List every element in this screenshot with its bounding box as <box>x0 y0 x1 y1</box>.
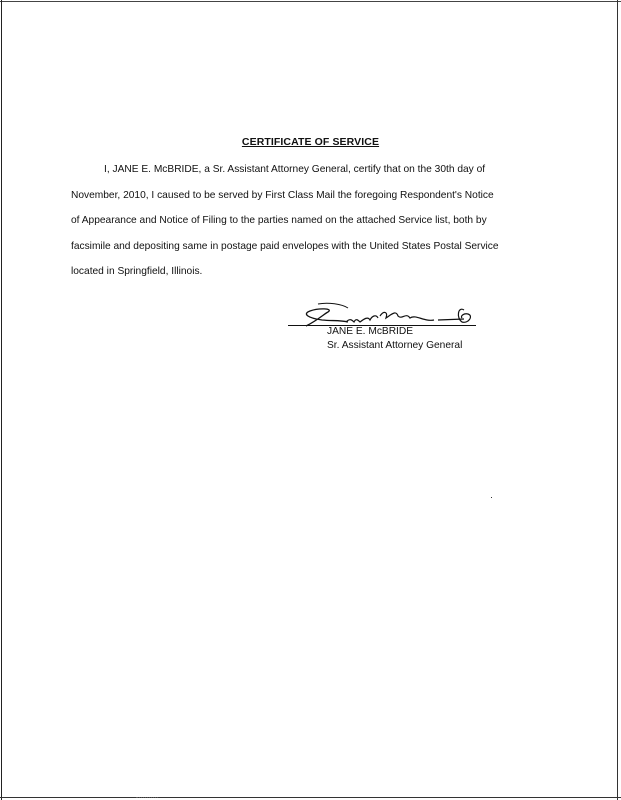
scan-edge-bottom <box>0 797 621 798</box>
paragraph-line: located in Springfield, Illinois. <box>71 266 203 277</box>
document-title: CERTIFICATE OF SERVICE <box>241 136 380 148</box>
paragraph-line: I, JANE E. McBRIDE, a Sr. Assistant Attorney General, certify that on the 30th day of <box>104 164 486 175</box>
scan-speck <box>491 497 492 498</box>
signature-block <box>288 298 488 358</box>
scan-edge-top <box>0 1 621 2</box>
scan-edge-left <box>1 0 2 800</box>
signer-name: JANE E. McBRIDE <box>327 326 414 337</box>
signer-title: Sr. Assistant Attorney General <box>327 340 463 351</box>
paragraph-line: November, 2010, I caused to be served by First Class Mail the foregoing Respondent's Notice <box>71 189 494 201</box>
certificate-paragraph <box>71 157 551 285</box>
paragraph-line: facsimile and depositing same in postage paid envelopes with the United States Postal Service <box>71 240 499 252</box>
scan-edge-right <box>617 0 618 800</box>
paragraph-line: of Appearance and Notice of Filing to the parties named on the attached Service list, both by <box>71 215 487 226</box>
